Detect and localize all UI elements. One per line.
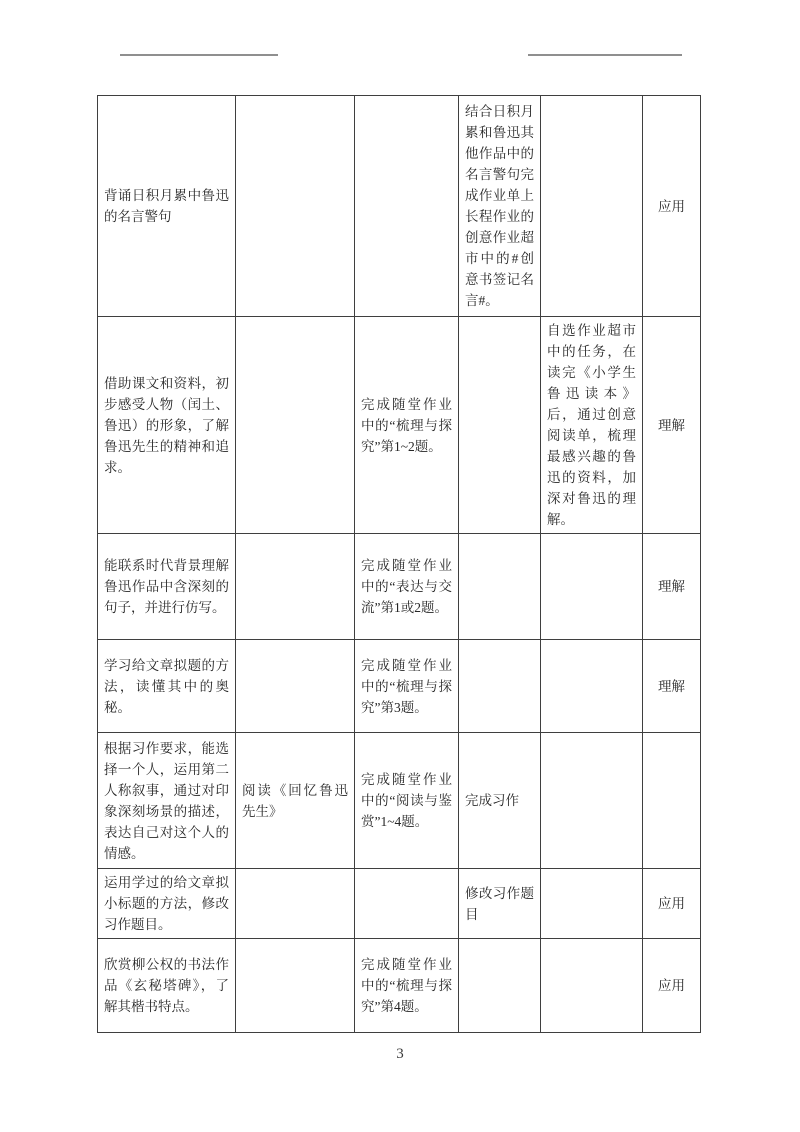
cell-r1-task: 结合日积月累和鲁迅其他作品中的名言警句完成作业单上长程作业的创意作业超市中的#创意书签记名言#。 bbox=[459, 96, 541, 317]
cell-r6-col2 bbox=[236, 869, 355, 939]
cell-r7-col5 bbox=[541, 939, 643, 1033]
cell-r1-level: 应用 bbox=[643, 96, 701, 317]
header-underline-right bbox=[528, 54, 682, 56]
cell-r3-col4 bbox=[459, 534, 541, 640]
table-row bbox=[98, 96, 701, 317]
cell-r7-objective: 欣赏柳公权的书法作品《玄秘塔碑》，了解其楷书特点。 bbox=[98, 939, 236, 1033]
cell-r2-optional-task: 自选作业超市中的任务，在读完《小学生鲁迅读本》后，通过创意阅读单，梳理最感兴趣的鲁迅的资料，加深对鲁迅的理解。 bbox=[541, 317, 643, 534]
cell-r2-col2 bbox=[236, 317, 355, 534]
cell-r2-classwork: 完成随堂作业中的“梳理与探究”第1~2题。 bbox=[355, 317, 459, 534]
cell-r6-col5 bbox=[541, 869, 643, 939]
cell-r1-col5 bbox=[541, 96, 643, 317]
cell-r5-reading: 阅读《回忆鲁迅先生》 bbox=[236, 733, 355, 869]
cell-r4-col5 bbox=[541, 640, 643, 733]
cell-r5-task: 完成习作 bbox=[459, 733, 541, 869]
cell-r7-col2 bbox=[236, 939, 355, 1033]
table-row bbox=[98, 534, 701, 640]
cell-r1-col2 bbox=[236, 96, 355, 317]
assignment-table bbox=[97, 95, 701, 1033]
table-row bbox=[98, 317, 701, 534]
table-row bbox=[98, 939, 701, 1033]
cell-r3-objective: 能联系时代背景理解鲁迅作品中含深刻的句子，并进行仿写。 bbox=[98, 534, 236, 640]
cell-r1-objective: 背诵日积月累中鲁迅的名言警句 bbox=[98, 96, 236, 317]
cell-r7-classwork: 完成随堂作业中的“梳理与探究”第4题。 bbox=[355, 939, 459, 1033]
table-row bbox=[98, 869, 701, 939]
cell-r3-col5 bbox=[541, 534, 643, 640]
cell-r5-classwork: 完成随堂作业中的“阅读与鉴赏”1~4题。 bbox=[355, 733, 459, 869]
cell-r7-level: 应用 bbox=[643, 939, 701, 1033]
header-underline-left bbox=[120, 54, 278, 56]
cell-r5-level bbox=[643, 733, 701, 869]
cell-r2-col4 bbox=[459, 317, 541, 534]
page-number: 3 bbox=[396, 1046, 404, 1062]
cell-r3-col2 bbox=[236, 534, 355, 640]
table-row bbox=[98, 640, 701, 733]
cell-r6-objective: 运用学过的给文章拟小标题的方法，修改习作题目。 bbox=[98, 869, 236, 939]
cell-r3-classwork: 完成随堂作业中的“表达与交流”第1或2题。 bbox=[355, 534, 459, 640]
cell-r2-objective: 借助课文和资料，初步感受人物（闰土、鲁迅）的形象，了解鲁迅先生的精神和追求。 bbox=[98, 317, 236, 534]
cell-r5-objective: 根据习作要求，能选择一个人，运用第二人称叙事，通过对印象深刻场景的描述，表达自己对这个人的情感。 bbox=[98, 733, 236, 869]
cell-r5-col5 bbox=[541, 733, 643, 869]
cell-r3-level: 理解 bbox=[643, 534, 701, 640]
cell-r4-level: 理解 bbox=[643, 640, 701, 733]
cell-r6-task: 修改习作题目 bbox=[459, 869, 541, 939]
table-row bbox=[98, 733, 701, 869]
cell-r4-classwork: 完成随堂作业中的“梳理与探究”第3题。 bbox=[355, 640, 459, 733]
cell-r2-level: 理解 bbox=[643, 317, 701, 534]
cell-r4-col4 bbox=[459, 640, 541, 733]
cell-r4-col2 bbox=[236, 640, 355, 733]
cell-r1-col3 bbox=[355, 96, 459, 317]
cell-r6-level: 应用 bbox=[643, 869, 701, 939]
cell-r7-col4 bbox=[459, 939, 541, 1033]
cell-r6-col3 bbox=[355, 869, 459, 939]
cell-r4-objective: 学习给文章拟题的方法，读懂其中的奥秘。 bbox=[98, 640, 236, 733]
